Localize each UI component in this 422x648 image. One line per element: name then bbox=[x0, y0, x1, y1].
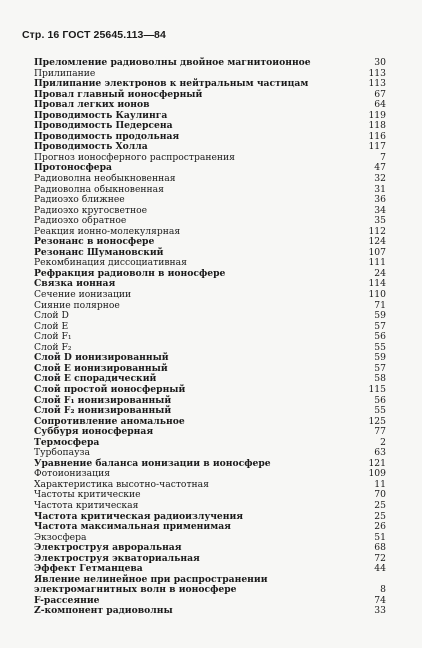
index-term: Прилипание электронов к нейтральным частицам bbox=[34, 78, 309, 90]
index-page-number: 113 bbox=[368, 78, 386, 90]
index-page-number: 32 bbox=[374, 173, 386, 185]
index-page-number: 34 bbox=[374, 204, 386, 216]
index-page-number: 30 bbox=[374, 57, 386, 68]
index-entry bbox=[34, 332, 386, 343]
index-entry bbox=[34, 606, 386, 617]
index-page-number: 44 bbox=[374, 563, 386, 575]
page-header: Стр. 16 ГОСТ 25645.113—84 bbox=[22, 29, 166, 41]
index-term: Радиоэхо ближнее bbox=[34, 194, 125, 206]
index-term: Слой E bbox=[34, 320, 69, 332]
index-page-number: 124 bbox=[368, 236, 386, 248]
index-page-number: 115 bbox=[368, 383, 386, 395]
index-page-number: 25 bbox=[374, 510, 386, 522]
index-page-number: 55 bbox=[374, 341, 386, 353]
index-term: Слой F₁ bbox=[34, 331, 72, 343]
index-term: Радиоволна необыкновенная bbox=[34, 173, 176, 185]
index-term: Проводимость Каулинга bbox=[34, 109, 168, 121]
index-page-number: 117 bbox=[368, 141, 386, 153]
index-term: Частота критическая bbox=[34, 499, 139, 511]
index-page-number: 47 bbox=[374, 162, 386, 174]
index-term: Z-компонент радиоволны bbox=[34, 605, 173, 617]
index-term: Турбопауза bbox=[34, 447, 90, 459]
index-page-number: 110 bbox=[368, 289, 386, 301]
index-term: Слой простой ионосферный bbox=[34, 383, 186, 395]
index-page-number: 109 bbox=[368, 468, 386, 480]
index-term: Уравнение баланса ионизации в ионосфере bbox=[34, 457, 271, 469]
index-term: Термосфера bbox=[34, 436, 100, 448]
index-term: Слой D ионизированный bbox=[34, 352, 169, 364]
index-page-number: 116 bbox=[368, 130, 386, 142]
index-entry bbox=[34, 522, 386, 533]
index-term: Рекомбинация диссоциативная bbox=[34, 257, 187, 269]
index-term: Слой E спорадический bbox=[34, 373, 157, 385]
index-term: Сечение ионизации bbox=[34, 289, 132, 301]
index-page-number: 35 bbox=[374, 215, 386, 227]
index-page-number: 26 bbox=[374, 521, 386, 533]
index-term: Радиоэхо кругосветное bbox=[34, 204, 148, 216]
index-term: Частоты критические bbox=[34, 489, 141, 501]
index-term: Связка ионная bbox=[34, 278, 116, 290]
term-index bbox=[34, 58, 386, 617]
index-page-number: 63 bbox=[374, 447, 386, 459]
index-term: Сияние полярное bbox=[34, 299, 120, 311]
index-term: Проводимость Педерсена bbox=[34, 120, 173, 132]
index-page-number: 119 bbox=[368, 109, 386, 121]
index-term: Слой E ионизированный bbox=[34, 362, 168, 374]
index-page-number: 111 bbox=[368, 257, 386, 269]
index-page-number: 112 bbox=[368, 225, 386, 237]
index-page-number: 51 bbox=[374, 531, 386, 543]
index-term: Слой F₁ ионизированный bbox=[34, 394, 172, 406]
index-page-number: 74 bbox=[374, 594, 386, 606]
index-page-number: 114 bbox=[368, 278, 386, 290]
index-page-number: 57 bbox=[374, 362, 386, 374]
index-page-number: 121 bbox=[368, 457, 386, 469]
index-term: Эффект Гетманцева bbox=[34, 563, 143, 575]
index-page-number: 58 bbox=[374, 373, 386, 385]
index-page-number: 57 bbox=[374, 320, 386, 332]
index-term: Провал главный ионосферный bbox=[34, 88, 203, 100]
index-page-number: 68 bbox=[374, 542, 386, 554]
index-page-number: 67 bbox=[374, 88, 386, 100]
index-page-number: 33 bbox=[374, 605, 386, 617]
index-term: Частота критическая радиоизлучения bbox=[34, 510, 244, 522]
index-page-number: 8 bbox=[380, 584, 386, 596]
index-term: Протоносфера bbox=[34, 162, 113, 174]
index-term: Фотоионизация bbox=[34, 468, 110, 480]
index-page-number: 118 bbox=[368, 120, 386, 132]
index-term: Слой F₂ bbox=[34, 341, 72, 353]
index-page-number: 56 bbox=[374, 394, 386, 406]
index-term: Прогноз ионосферного распространения bbox=[34, 151, 235, 163]
index-term: Электроструя авроральная bbox=[34, 542, 182, 554]
index-term: Резонанс в ионосфере bbox=[34, 236, 155, 248]
index-page-number: 72 bbox=[374, 552, 386, 564]
index-page-number: 107 bbox=[368, 246, 386, 258]
index-term: Резонанс Шумановский bbox=[34, 246, 164, 258]
index-term: Электроструя экваториальная bbox=[34, 552, 200, 564]
index-term: Радиоволна обыкновенная bbox=[34, 183, 164, 195]
index-page-number: 56 bbox=[374, 331, 386, 343]
index-entry bbox=[34, 575, 386, 596]
index-term: Провал легких ионов bbox=[34, 99, 150, 111]
index-page-number: 71 bbox=[374, 299, 386, 311]
index-entry bbox=[34, 174, 386, 185]
index-term: F-рассеяние bbox=[34, 594, 100, 606]
index-entry bbox=[34, 322, 386, 333]
index-page-number: 59 bbox=[374, 352, 386, 364]
index-term: Экзосфера bbox=[34, 531, 87, 543]
index-term: Явление нелинейное при распространении электромагнитных волн в ионосфере bbox=[34, 573, 268, 596]
index-page-number: 113 bbox=[368, 67, 386, 79]
index-page-number: 70 bbox=[374, 489, 386, 501]
index-term: Проводимость Холла bbox=[34, 141, 148, 153]
index-entry bbox=[34, 290, 386, 301]
index-entry bbox=[34, 501, 386, 512]
index-term: Слой F₂ ионизированный bbox=[34, 405, 172, 417]
index-term: Характеристика высотно-частотная bbox=[34, 478, 209, 490]
index-page-number: 36 bbox=[374, 194, 386, 206]
index-page-number: 64 bbox=[374, 99, 386, 111]
index-term: Реакция ионно-молекулярная bbox=[34, 225, 181, 237]
index-entry bbox=[34, 385, 386, 396]
index-entry bbox=[34, 311, 386, 322]
index-term: Радиоэхо обратное bbox=[34, 215, 127, 227]
index-term: Рефракция радиоволн в ионосфере bbox=[34, 267, 226, 279]
index-page-number: 25 bbox=[374, 499, 386, 511]
index-page-number: 11 bbox=[374, 478, 386, 490]
index-page-number: 59 bbox=[374, 310, 386, 322]
index-entry bbox=[34, 301, 386, 312]
index-page-number: 2 bbox=[380, 436, 386, 448]
index-page-number: 7 bbox=[380, 151, 386, 163]
index-term: Проводимость продольная bbox=[34, 130, 180, 142]
index-page-number: 24 bbox=[374, 267, 386, 279]
index-page-number: 31 bbox=[374, 183, 386, 195]
index-entry bbox=[34, 58, 386, 69]
index-term: Прилипание bbox=[34, 67, 96, 79]
index-entry bbox=[34, 406, 386, 417]
index-term: Слой D bbox=[34, 310, 69, 322]
index-term: Преломление радиоволны двойное магнитоионное bbox=[34, 57, 311, 68]
index-term: Сопротивление аномальное bbox=[34, 415, 185, 427]
index-page-number: 125 bbox=[368, 415, 386, 427]
index-page-number: 77 bbox=[374, 426, 386, 438]
index-term: Суббуря ионосферная bbox=[34, 426, 154, 438]
index-term: Частота максимальная применимая bbox=[34, 521, 231, 533]
index-page-number: 55 bbox=[374, 405, 386, 417]
